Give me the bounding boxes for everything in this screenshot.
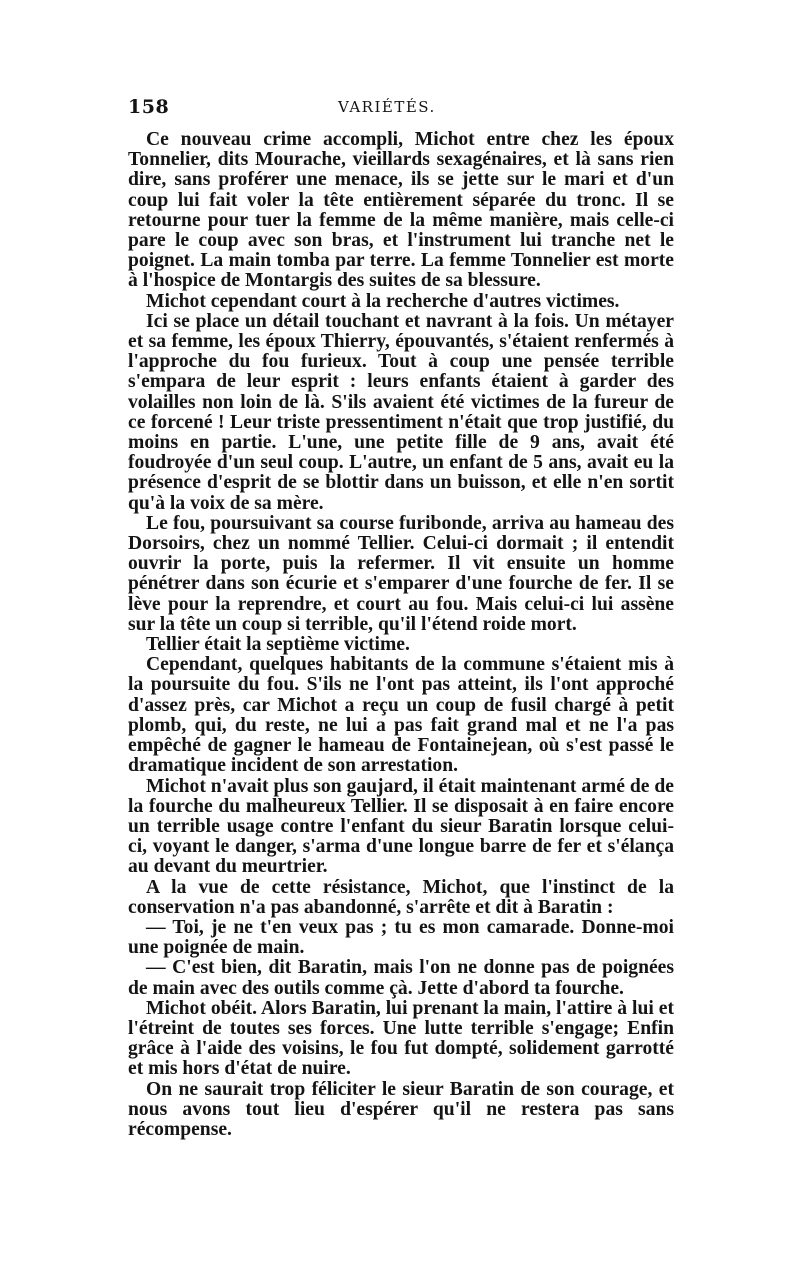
paragraph: Michot cependant court à la recherche d'autres victimes.	[146, 290, 620, 312]
page-number: 158	[128, 96, 170, 118]
paragraph: — C'est bien, dit Baratin, mais l'on ne donne pas de poignées de main avec des outils comme çà. Jette d'abord ta fourche.	[128, 957, 674, 999]
paragraph: On ne saurait trop féliciter le sieur Baratin de son courage, et nous avons tout lieu d'espérer qu'il ne restera pas sans récompense.	[128, 1078, 674, 1140]
paragraph: Le fou, poursuivant sa course furibonde, arriva au hameau des Dorsoirs, chez un nommé Tellier. Celui-ci dormait ; il entendit ouvrir la porte, puis la refermer. Il vit ensuite un homme pénétrer dans son écurie et s'emparer d'une fourche de fer. Il se lève pour la reprendre, et court au fou. Mais celui-ci lui assène sur la tête un coup si terrible, qu'il l'étend roide mort.	[128, 512, 674, 635]
paragraph: Tellier était la septième victime.	[146, 634, 410, 656]
paragraph: A la vue de cette résistance, Michot, que l'instinct de la conservation n'a pas abandonné, s'arrête et dit à Baratin :	[128, 876, 674, 918]
paragraph: Ici se place un détail touchant et navrant à la fois. Un métayer et sa femme, les époux Thierry, épouvantés, s'étaient renfermés à l'approche du fou furieux. Tout à coup une pensée terrible s'empara de leur esprit : leurs enfants étaient à garder des volailles non loin de là. S'ils avaient été victimes de la fureur de ce forcené ! Leur triste pressentiment n'était que trop justifié, du moins en partie. L'une, une petite fille de 9 ans, avait été foudroyée d'un seul coup. L'autre, un enfant de 5 ans, avait eu la présence d'esprit de se blottir dans un buisson, et elle n'en sortit qu'à la voix de sa mère.	[128, 310, 674, 514]
running-head	[128, 96, 674, 120]
body-text	[128, 130, 674, 1140]
running-title: VARIÉTÉS.	[338, 98, 436, 116]
paragraph: Cependant, quelques habitants de la commune s'étaient mis à la poursuite du fou. S'ils ne l'ont pas atteint, ils l'ont approché d'assez près, car Michot a reçu un coup de fusil chargé à petit plomb, qui, du reste, ne lui a pas fait grand mal et ne l'a pas empêché de gagner le hameau de Fontainejean, où s'est passé le dramatique incident de son arrestation.	[128, 654, 674, 777]
paragraph: Ce nouveau crime accompli, Michot entre chez les époux Tonnelier, dits Mourache, vieillards sexagénaires, et là sans rien dire, sans proférer une menace, ils se jette sur le mari et d'un coup lui fait voler la tête entièrement séparée du tronc. Il se retourne pour tuer la femme de la même manière, mais celle-ci pare le coup avec son bras, et l'instrument lui tranche net le poignet. La main tomba par terre. La femme Tonnelier est morte à l'hospice de Montargis des suites de sa blessure.	[128, 129, 674, 292]
paragraph: Michot obéit. Alors Baratin, lui prenant la main, l'attire à lui et l'étreint de toutes ses forces. Une lutte terrible s'engage; Enfin grâce à l'aide des voisins, le fou fut dompté, solidement garrotté et mis hors d'état de nuire.	[128, 997, 674, 1080]
paragraph: — Toi, je ne t'en veux pas ; tu es mon camarade. Donne-moi une poignée de main.	[128, 916, 674, 959]
paragraph: Michot n'avait plus son gaujard, il était maintenant armé de de la fourche du malheureux Tellier. Il se disposait à en faire encore un terrible usage contre l'enfant du sieur Baratin lorsque celui-ci, voyant le danger, s'arma d'une longue barre de fer et s'élança au devant du meurtrier.	[128, 775, 674, 878]
